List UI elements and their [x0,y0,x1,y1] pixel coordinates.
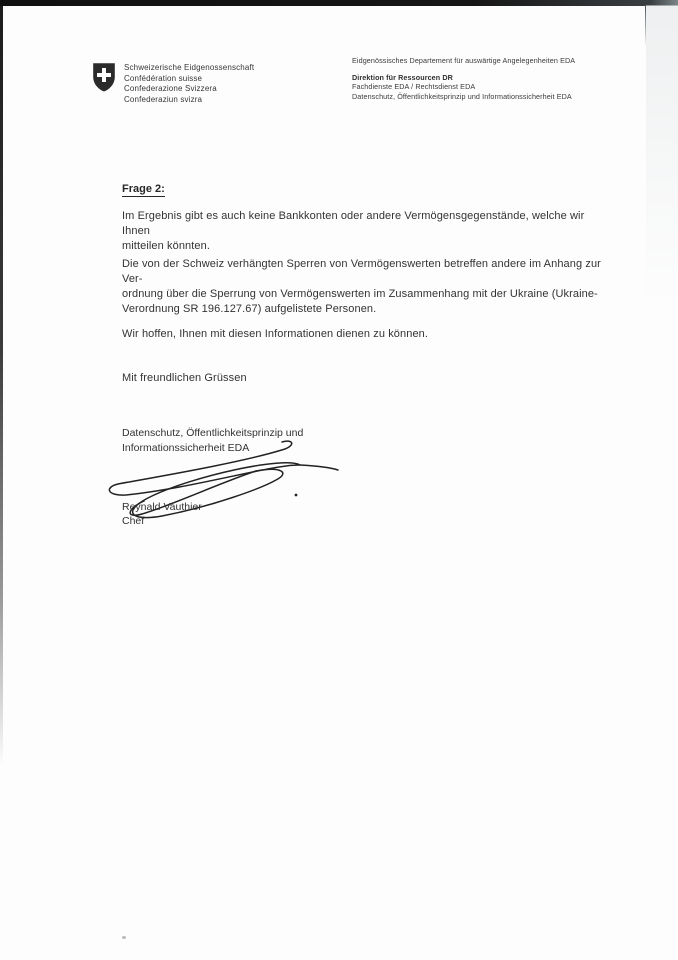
department-privacy-unit: Datenschutz, Öffentlichkeitsprinzip und Informationssicherheit EDA [352,91,572,101]
scan-edge-top [0,0,678,6]
confederation-name-lines [124,62,254,105]
signer-title: Chef [122,514,145,527]
paragraph-1-line-2: mitteilen könnten. [122,240,211,252]
paragraph-2-line-2: ordnung über die Sperrung von Vermögenswerten im Zusammenhang mit der Ukraine (Ukraine- [122,288,598,300]
paragraph-1 [122,209,604,254]
paragraph-2-line-1: Die von der Schweiz verhängten Sperren von Vermögenswerten betreffen andere im Anhang zur Ver- [122,258,601,285]
closing-salutation: Mit freundlichen Grüssen [122,372,247,384]
scan-speck [122,936,126,939]
section-heading: Frage 2: [122,183,165,195]
logo-line-rm: Confederaziun svizra [124,94,203,104]
signing-unit-line-2: Informationssicherheit EDA [122,441,250,454]
department-services: Fachdienste EDA / Rechtsdienst EDA [352,82,476,92]
swiss-coat-of-arms-icon [92,62,116,93]
paragraph-2 [122,257,604,317]
paragraph-1-line-1: Im Ergebnis gibt es auch keine Bankkonten oder andere Vermögensgegenstände, welche wir Ihnen [122,210,585,237]
signer-name: Reynald Vauthier [122,501,202,513]
swiss-confederation-logo [92,62,254,105]
paragraph-3: Wir hoffen, Ihnen mit diesen Informationen dienen zu können. [122,328,429,340]
logo-line-de: Schweizerische Eidgenossenschaft [124,63,255,72]
logo-line-it: Confederazione Svizzera [124,84,217,94]
directorate-name: Direktion für Ressourcen DR [352,72,453,82]
scan-shadow-right [646,5,678,305]
paragraph-2-line-3: Verordnung SR 196.127.67) aufgelistete Personen. [122,303,377,315]
department-name: Eidgenössisches Departement für auswärtige Angelegenheiten EDA [352,56,576,65]
scan-edge-left [0,6,3,766]
signing-unit-line-1: Datenschutz, Öffentlichkeitsprinzip und [122,427,304,439]
logo-line-fr: Confédération suisse [124,73,203,83]
department-header [352,56,575,101]
signer-identity [122,501,202,528]
